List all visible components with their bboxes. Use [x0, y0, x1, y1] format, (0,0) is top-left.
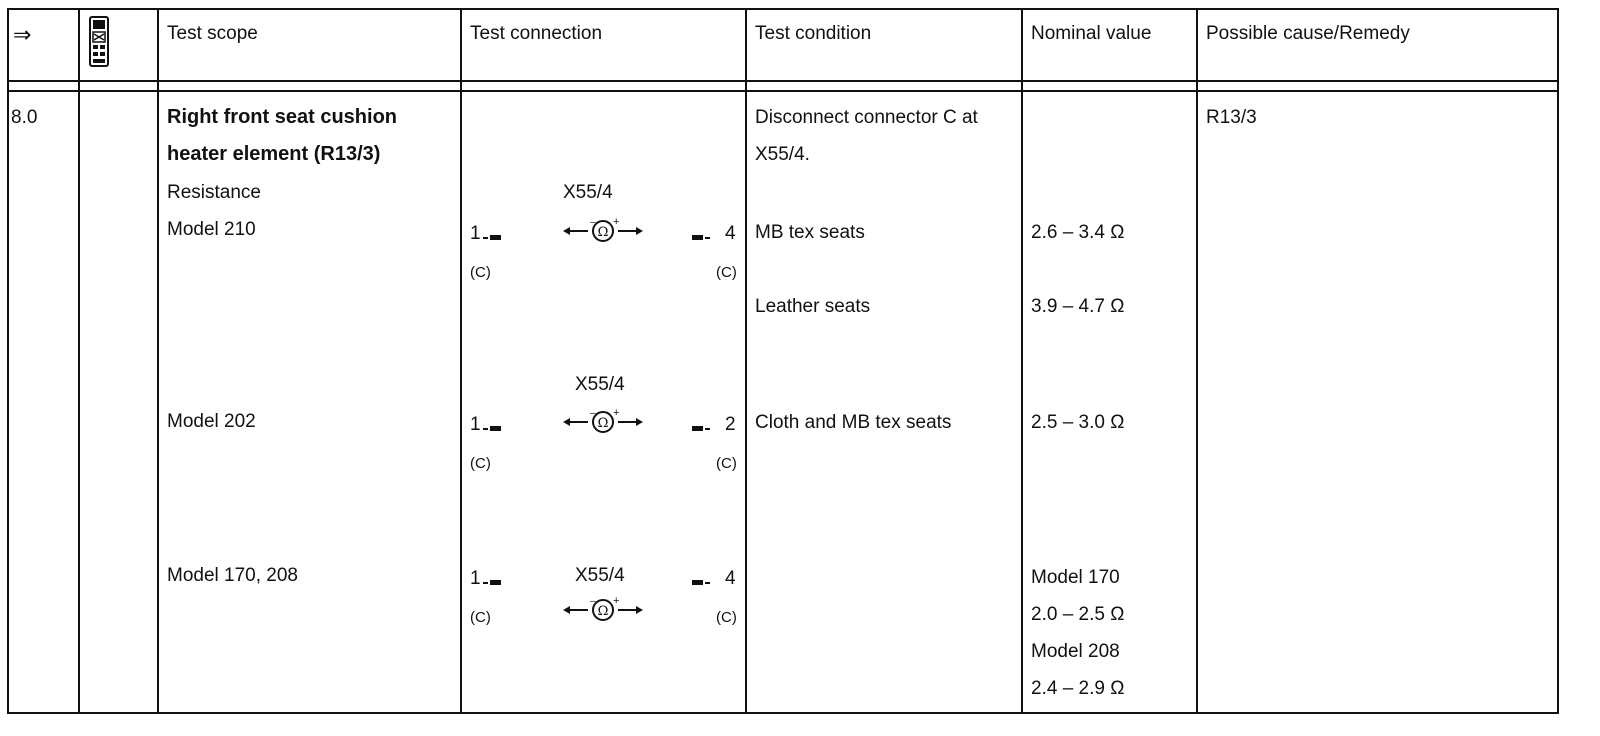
row1-pin-right: 4 — [725, 223, 736, 244]
row1-model: Model 210 — [167, 219, 256, 240]
row1-value-1: 2.6 – 3.4 Ω — [1031, 222, 1125, 243]
row1-condition-1: MB tex seats — [755, 222, 865, 243]
step-condition-line1: Disconnect connector C at — [755, 107, 978, 128]
row1-pin-right-line-icon — [692, 235, 710, 241]
row2-connector-label: X55/4 — [575, 374, 625, 395]
arrow-header: ⇒ — [13, 22, 32, 47]
row3-pin-right: 4 — [725, 568, 736, 589]
ohmmeter-icon — [562, 217, 644, 245]
header-bottom-border — [7, 80, 1558, 82]
diagnostic-tester-icon — [88, 16, 110, 68]
header-nominal-value: Nominal value — [1031, 23, 1152, 44]
step-number: 8.0 — [11, 107, 38, 128]
row2-condition-1: Cloth and MB tex seats — [755, 412, 952, 433]
table-bottom-border — [7, 712, 1558, 714]
header-test-scope: Test scope — [167, 23, 258, 44]
svg-text:–: – — [590, 596, 596, 607]
col-border-right — [1557, 8, 1559, 714]
row2-value-1: 2.5 – 3.0 Ω — [1031, 412, 1125, 433]
row2-pin-right: 2 — [725, 414, 736, 435]
row1-pin-left-line-icon — [483, 235, 501, 241]
svg-text:Ω: Ω — [597, 604, 609, 619]
step-title-line1: Right front seat cushion — [167, 106, 397, 128]
table-top-border — [7, 8, 1558, 10]
row1-conn-left: (C) — [470, 264, 491, 281]
row3-value-1: Model 170 — [1031, 567, 1120, 588]
col-border-scope — [460, 8, 462, 714]
col-border-arrow — [78, 8, 80, 714]
col-border-left — [7, 8, 9, 714]
step-remedy: R13/3 — [1206, 107, 1257, 128]
col-border-connection — [745, 8, 747, 714]
svg-text:Ω: Ω — [597, 225, 609, 240]
row2-pin-left: 1 — [470, 414, 481, 435]
row2-pin-right-line-icon — [692, 426, 710, 432]
svg-text:–: – — [590, 408, 596, 419]
svg-text:+: + — [613, 596, 620, 607]
row2-conn-left: (C) — [470, 455, 491, 472]
header-test-condition: Test condition — [755, 23, 872, 44]
row3-conn-left: (C) — [470, 609, 491, 626]
svg-text:+: + — [613, 408, 620, 419]
row3-pin-left-line-icon — [483, 580, 501, 586]
row3-value-3: Model 208 — [1031, 641, 1120, 662]
col-border-nominal — [1196, 8, 1198, 714]
ohmmeter-icon — [562, 408, 644, 436]
row1-connector-label: X55/4 — [563, 182, 613, 203]
row2-model: Model 202 — [167, 411, 256, 432]
step-condition-line2: X55/4. — [755, 144, 810, 165]
row1-pin-left: 1 — [470, 223, 481, 244]
row3-pin-right-line-icon — [692, 580, 710, 586]
row3-model: Model 170, 208 — [167, 565, 298, 586]
col-border-condition — [1021, 8, 1023, 714]
step-measurement: Resistance — [167, 182, 261, 203]
ohmmeter-icon — [562, 596, 644, 624]
row1-condition-2: Leather seats — [755, 296, 871, 317]
row3-connector-label: X55/4 — [575, 565, 625, 586]
row1-value-2: 3.9 – 4.7 Ω — [1031, 296, 1125, 317]
row3-conn-right: (C) — [716, 609, 737, 626]
svg-text:Ω: Ω — [597, 416, 609, 431]
header-possible-cause: Possible cause/Remedy — [1206, 23, 1410, 44]
row2-conn-right: (C) — [716, 455, 737, 472]
svg-text:–: – — [590, 217, 596, 228]
row3-value-2: 2.0 – 2.5 Ω — [1031, 604, 1125, 625]
col-border-tester — [157, 8, 159, 714]
header-double-border — [7, 90, 1558, 92]
step-title-line2: heater element (R13/3) — [167, 143, 381, 165]
row1-conn-right: (C) — [716, 264, 737, 281]
row2-pin-left-line-icon — [483, 426, 501, 432]
row3-pin-left: 1 — [470, 568, 481, 589]
header-test-connection: Test connection — [470, 23, 603, 44]
row3-value-4: 2.4 – 2.9 Ω — [1031, 678, 1125, 699]
svg-text:+: + — [613, 217, 620, 228]
